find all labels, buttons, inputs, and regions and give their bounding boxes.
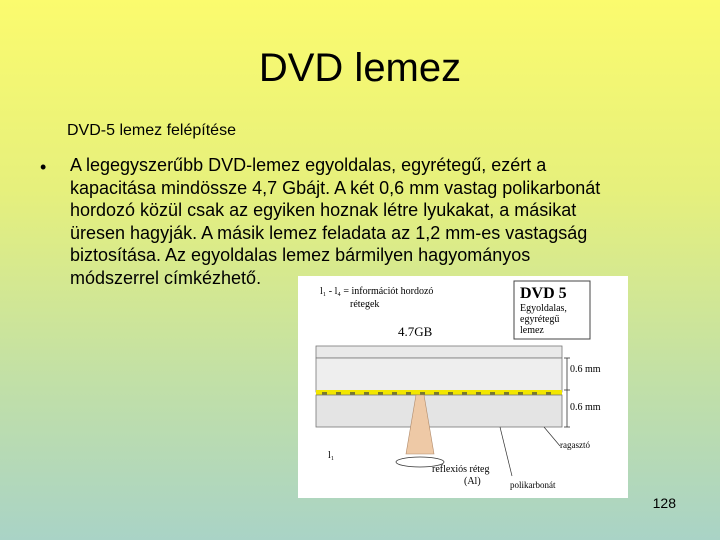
layer-l1-label: l₁: [328, 450, 335, 461]
bullet-line: üresen hagyják. A másik lemez feladata az 1,2 mm-es vastagság: [70, 222, 588, 243]
bullet-line: kapacitása mindössze 4,7 Gbájt. A két 0,6 mm vastag polikarbonát: [70, 177, 601, 198]
adhesive-label: ragasztó: [560, 440, 590, 450]
dvd5-diagram: [298, 276, 628, 498]
bullet-line: hordozó közül csak az egyiken hoznak létre lyukakat, a másikat: [70, 200, 577, 220]
dvd5-box-line: lemez: [520, 325, 544, 336]
upper-substrate: [316, 358, 562, 392]
dim-top-label: 0.6 mm: [570, 364, 601, 375]
bullet-line: A legegyszerűbb DVD-lemez egyoldalas, egyrétegű, ezért a: [70, 155, 547, 175]
reflective-label: reflexiós réteg: [432, 464, 490, 475]
legend-line-2: rétegek: [350, 299, 380, 310]
bullet-line: módszerrel címkézhető.: [70, 267, 262, 288]
legend-line-1: l₁ - l₄ = információt hordozó: [320, 286, 434, 297]
slide-subtitle: DVD-5 lemez felépítése: [67, 122, 236, 139]
bullet-line: biztosítása. Az egyoldalas lemez bármilyen hagyományos: [70, 245, 531, 265]
slide-title: DVD lemez: [258, 46, 462, 90]
dvd5-structure-figure: [298, 276, 628, 498]
page-number: 128: [652, 495, 676, 511]
substrate-label: polikarbonát: [510, 480, 556, 490]
dim-bottom-label: 0.6 mm: [570, 402, 601, 413]
bullet-marker: •: [40, 157, 47, 177]
dvd5-box-line: Egyoldalas,: [520, 303, 567, 314]
bullet-text: [70, 154, 670, 289]
capacity-label: 4.7GB: [398, 324, 433, 339]
top-substrate: [316, 346, 562, 358]
lower-substrate: [316, 395, 562, 427]
dvd5-box-line: egyrétegű: [520, 314, 560, 325]
reflective-material-label: (Al): [464, 476, 481, 487]
dvd5-box-title: DVD 5: [520, 285, 567, 302]
